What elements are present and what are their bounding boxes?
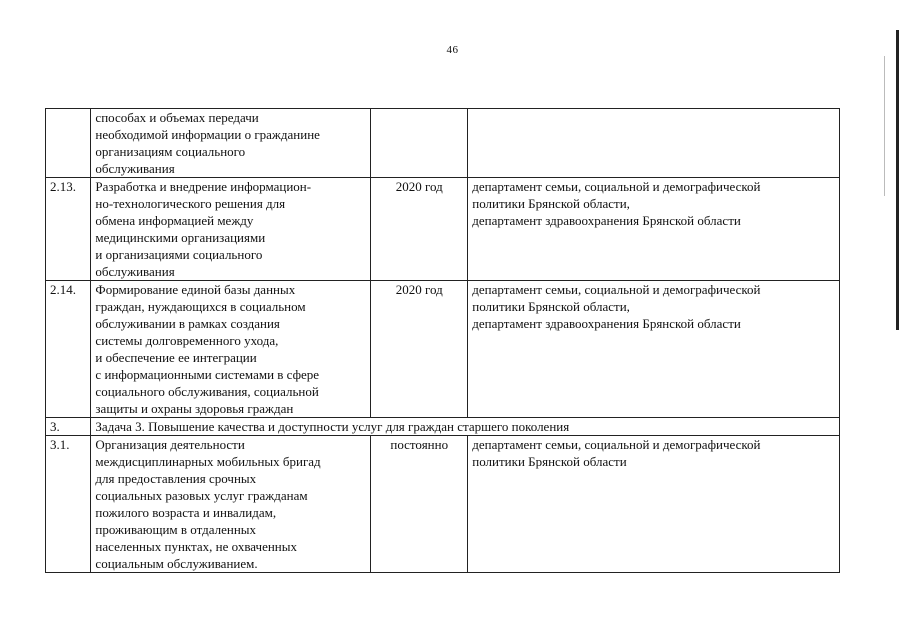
row-number bbox=[46, 109, 91, 178]
row-number: 2.13. bbox=[46, 178, 91, 281]
task-description: Разработка и внедрение информацион- но-технологического решения для обмена информацией между медицинскими организациями и организациями социального обслуживания bbox=[91, 178, 371, 281]
table-row bbox=[46, 436, 840, 573]
deadline: постоянно bbox=[371, 436, 468, 573]
section-row bbox=[46, 418, 840, 436]
margin-scan-line bbox=[896, 30, 899, 330]
page-number: 46 bbox=[446, 44, 459, 56]
responsible-department: департамент семьи, социальной и демографической политики Брянской области, департамент здравоохранения Брянской области bbox=[468, 281, 840, 418]
section-number: 3. bbox=[46, 418, 91, 436]
measures-table bbox=[45, 108, 840, 573]
margin-scan-line-faint bbox=[884, 56, 885, 196]
responsible-department: департамент семьи, социальной и демографической политики Брянской области bbox=[468, 436, 840, 573]
table-row bbox=[46, 109, 840, 178]
row-number: 2.14. bbox=[46, 281, 91, 418]
section-title: Задача 3. Повышение качества и доступности услуг для граждан старшего поколения bbox=[91, 418, 840, 436]
table-row bbox=[46, 281, 840, 418]
responsible-department bbox=[468, 109, 840, 178]
deadline: 2020 год bbox=[371, 178, 468, 281]
row-number: 3.1. bbox=[46, 436, 91, 573]
task-description: Организация деятельности междисциплинарных мобильных бригад для предоставления срочных социальных разовых услуг гражданам пожилого возраста и инвалидам, проживающим в отдаленных населенных пунктах, не охваченных социальным обслуживанием. bbox=[91, 436, 371, 573]
responsible-department: департамент семьи, социальной и демографической политики Брянской области, департамент здравоохранения Брянской области bbox=[468, 178, 840, 281]
task-description: способах и объемах передачи необходимой информации о гражданине организациям социального обслуживания bbox=[91, 109, 371, 178]
table-row bbox=[46, 178, 840, 281]
deadline bbox=[371, 109, 468, 178]
deadline: 2020 год bbox=[371, 281, 468, 418]
task-description: Формирование единой базы данных граждан, нуждающихся в социальном обслуживании в рамках создания системы долговременного ухода, и обеспечение ее интеграции с информационными системами в сфере социального обслуживания, социальной защиты и охраны здоровья граждан bbox=[91, 281, 371, 418]
